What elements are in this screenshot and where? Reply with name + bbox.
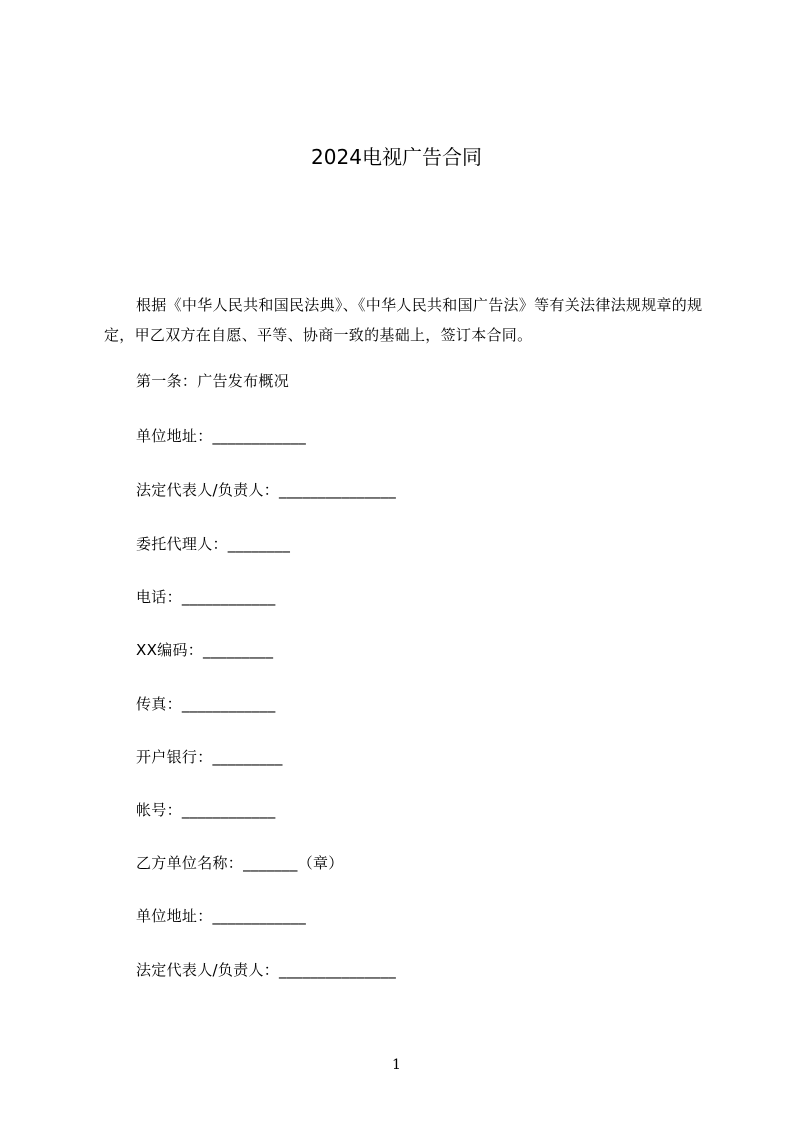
field-legal-representative-b: 法定代表人/负责人：_______________ <box>136 961 397 979</box>
field-party-b-name: 乙方单位名称：_______（章） <box>136 854 344 872</box>
page-number: 1 <box>392 1057 401 1073</box>
field-fax: 传真：____________ <box>136 695 276 713</box>
document-title: 2024电视广告合同 <box>311 145 482 169</box>
field-bank: 开户银行：_________ <box>136 748 283 766</box>
section-heading-article-1: 第一条：广告发布概况 <box>136 372 290 390</box>
field-legal-representative: 法定代表人/负责人：_______________ <box>136 481 397 499</box>
field-postal-code: XX编码：_________ <box>136 641 274 659</box>
field-account-number: 帐号：____________ <box>136 801 276 819</box>
field-authorized-agent: 委托代理人：________ <box>136 535 291 553</box>
intro-paragraph: 根据《中华人民共和国民法典》、《中华人民共和国广告法》等有关法律法规规章的规定，甲乙双方在自愿、平等、协商一致的基础上，签订本合同。 <box>104 296 703 344</box>
field-phone: 电话：____________ <box>136 588 276 606</box>
field-unit-address-b: 单位地址：____________ <box>136 907 307 925</box>
field-unit-address: 单位地址：____________ <box>136 427 307 445</box>
